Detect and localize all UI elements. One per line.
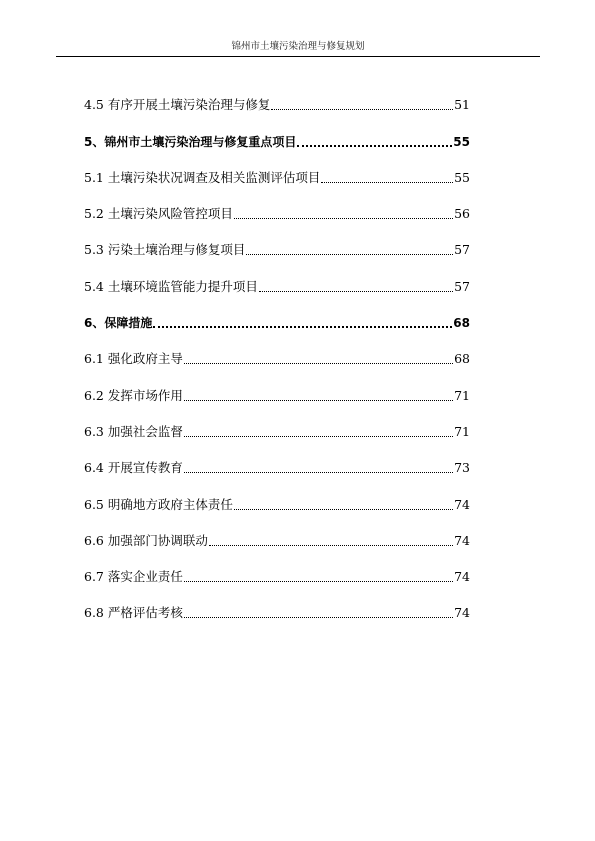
toc-leader xyxy=(184,363,453,364)
toc-page-number: 68 xyxy=(454,351,470,367)
toc-page-number: 74 xyxy=(454,496,470,512)
toc-page-number: 73 xyxy=(454,460,470,476)
toc-page-number: 74 xyxy=(454,605,470,621)
toc-leader xyxy=(184,400,453,401)
toc-leader xyxy=(246,254,453,255)
toc-entry-title: 6.1 强化政府主导 xyxy=(84,351,183,367)
toc-leader xyxy=(271,109,453,110)
toc-entry-title: 6.7 落实企业责任 xyxy=(84,569,183,585)
toc-entry-title: 5.3 污染土壤治理与修复项目 xyxy=(84,242,246,258)
toc-entry-title: 6、保障措施 xyxy=(84,316,153,331)
table-of-contents xyxy=(84,79,470,623)
toc-leader xyxy=(209,545,453,546)
toc-page-number: 56 xyxy=(454,206,470,222)
toc-page-number: 74 xyxy=(454,569,470,585)
toc-entry-6-7[interactable] xyxy=(84,551,470,587)
toc-entry-5-1[interactable] xyxy=(84,152,470,188)
toc-entry-title: 5.2 土壤污染风险管控项目 xyxy=(84,206,233,222)
toc-entry-title: 6.8 严格评估考核 xyxy=(84,605,183,621)
toc-entry-6-1[interactable] xyxy=(84,333,470,369)
toc-page-number: 71 xyxy=(454,423,470,439)
toc-entry-chapter-5[interactable] xyxy=(84,115,470,151)
toc-entry-4-5[interactable] xyxy=(84,79,470,115)
toc-entry-title: 6.3 加强社会监督 xyxy=(84,423,183,439)
toc-entry-title: 6.6 加强部门协调联动 xyxy=(84,532,208,548)
toc-page-number: 57 xyxy=(454,278,470,294)
toc-page-number: 55 xyxy=(454,169,470,185)
toc-entry-chapter-6[interactable] xyxy=(84,297,470,333)
toc-entry-6-4[interactable] xyxy=(84,442,470,478)
toc-page-number: 57 xyxy=(454,242,470,258)
toc-entry-6-5[interactable] xyxy=(84,478,470,514)
toc-entry-5-4[interactable] xyxy=(84,260,470,296)
toc-leader xyxy=(184,472,453,473)
toc-entry-title: 4.5 有序开展土壤污染治理与修复 xyxy=(84,97,271,113)
toc-leader xyxy=(184,617,453,618)
toc-leader xyxy=(297,145,452,147)
page-header: 锦州市土壤污染治理与修复规划 xyxy=(56,40,540,57)
toc-page-number: 51 xyxy=(454,97,470,113)
toc-leader xyxy=(259,291,453,292)
toc-page-number: 68 xyxy=(453,316,470,331)
toc-leader xyxy=(153,326,452,328)
toc-leader xyxy=(184,436,453,437)
toc-leader xyxy=(234,218,453,219)
toc-leader xyxy=(234,509,453,510)
toc-entry-6-2[interactable] xyxy=(84,369,470,405)
toc-entry-5-3[interactable] xyxy=(84,224,470,260)
toc-entry-title: 5.1 土壤污染状况调查及相关监测评估项目 xyxy=(84,169,321,185)
toc-entry-title: 5、锦州市土壤污染治理与修复重点项目 xyxy=(84,134,297,149)
toc-entry-title: 6.2 发挥市场作用 xyxy=(84,387,183,403)
toc-entry-6-6[interactable] xyxy=(84,515,470,551)
toc-entry-title: 5.4 土壤环境监管能力提升项目 xyxy=(84,278,258,294)
toc-page-number: 55 xyxy=(453,134,470,149)
toc-leader xyxy=(184,581,453,582)
toc-page-number: 74 xyxy=(454,532,470,548)
toc-entry-5-2[interactable] xyxy=(84,188,470,224)
toc-entry-6-8[interactable] xyxy=(84,587,470,623)
toc-leader xyxy=(321,182,453,183)
toc-entry-title: 6.4 开展宣传教育 xyxy=(84,460,183,476)
toc-page-number: 71 xyxy=(454,387,470,403)
toc-entry-6-3[interactable] xyxy=(84,406,470,442)
toc-entry-title: 6.5 明确地方政府主体责任 xyxy=(84,496,233,512)
